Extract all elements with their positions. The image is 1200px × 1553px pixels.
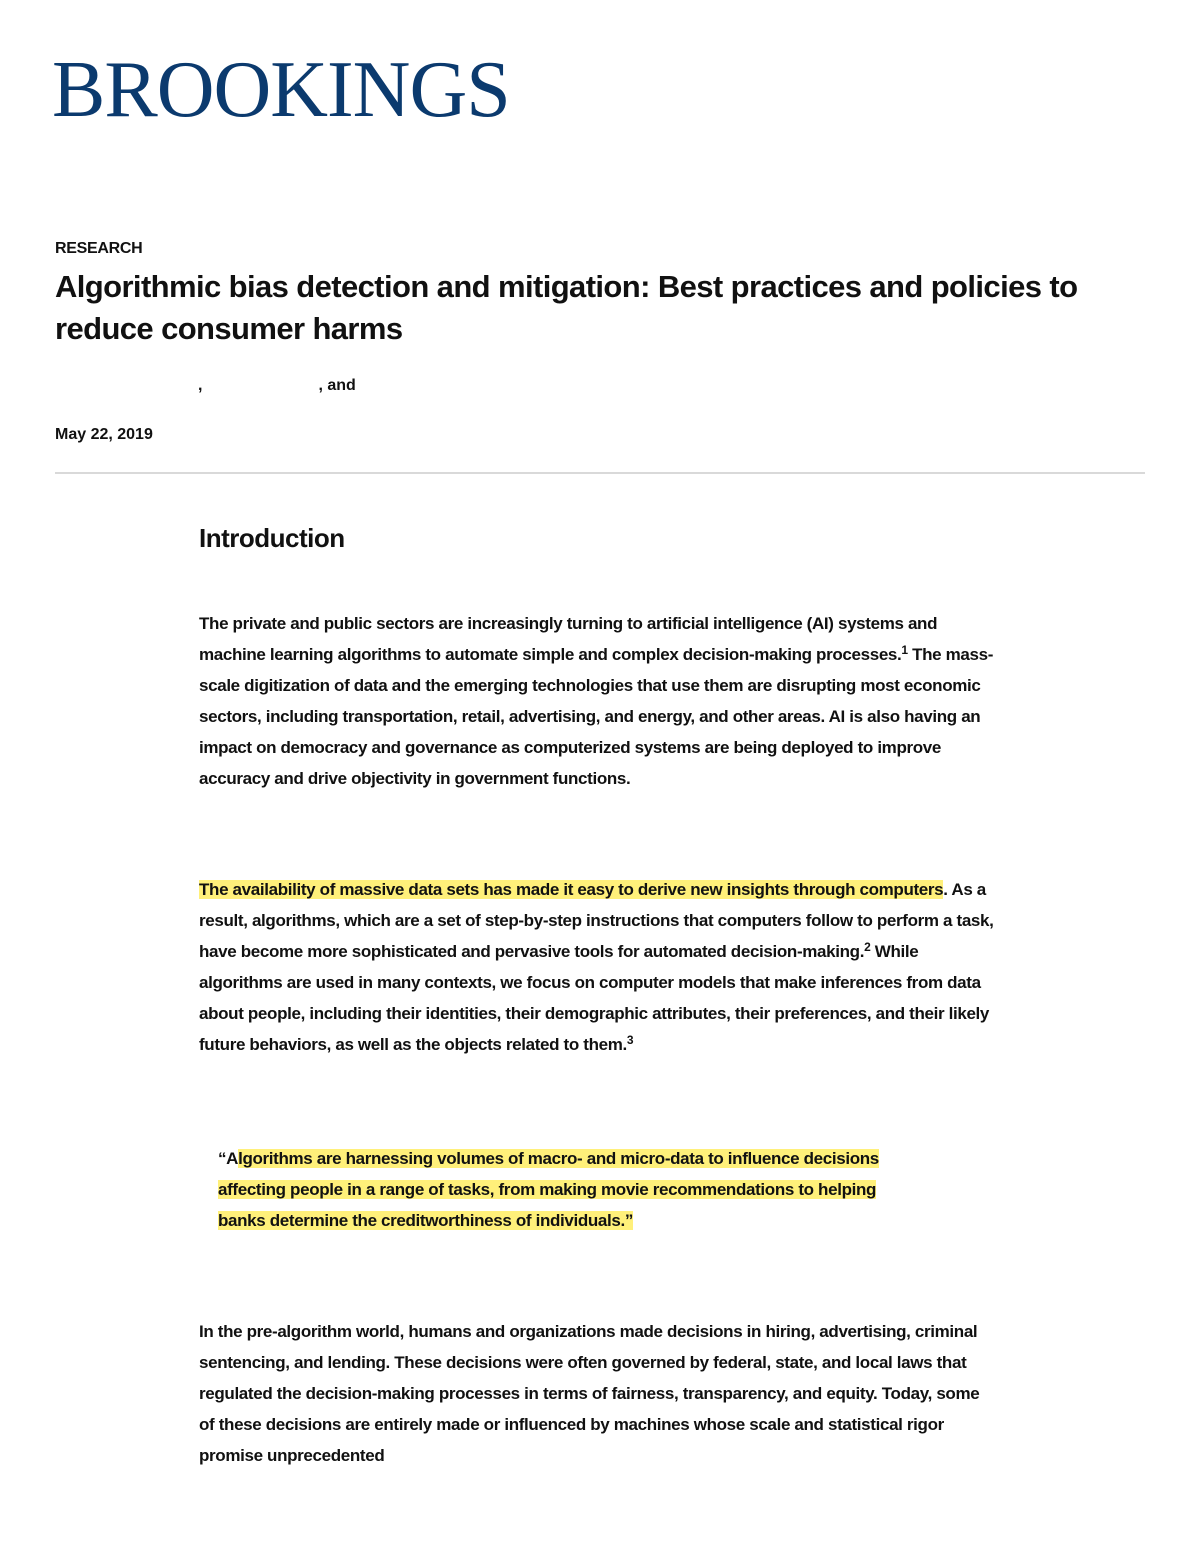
byline-separator-2: , and [318, 377, 356, 394]
pull-quote-close: ” [624, 1211, 634, 1230]
footnote-link-3[interactable]: 3 [626, 1033, 634, 1047]
paragraph-2-text-a: . As a result, algorithms, which are a set of step-by-step instructions that computers follow to perform a task, have become more sophisticated and pervasive tools for automated decision-making. [199, 880, 994, 961]
pull-quote-open: “A [218, 1149, 239, 1168]
paragraph-3: In the pre-algorithm world, humans and organizations made decisions in hiring, advertising, criminal sentencing, and lending. These decisions were often governed by federal, state, and local laws that regulated the decision-making processes in terms of fairness, transparency, and equity. Today, some of these decisions are entirely made or influenced by machines whose scale and statistical rigor promise unprecedented [199, 1322, 980, 1465]
paragraph-2-text-b: While algorithms are used in many contexts, we focus on computer models that make inferences from data about people, including their identities, their demographic attributes, their preferences, and their likely future behaviors, as well as the objects related to them. [199, 942, 990, 1054]
paragraph-2-highlight: The availability of massive data sets has made it easy to derive new insights through computers [199, 880, 944, 899]
byline-separator-1: , [198, 377, 203, 394]
paragraph-1-text-a: The private and public sectors are increasingly turning to artificial intelligence (AI) systems and machine learning algorithms to automate simple and complex decision-making processes. [199, 614, 938, 664]
footnote-link-1[interactable]: 1 [901, 643, 908, 657]
footnote-link-2[interactable]: 2 [864, 940, 871, 954]
pull-quote [218, 1143, 918, 1236]
byline [55, 377, 356, 395]
pull-quote-highlight: lgorithms are harnessing volumes of macro- and micro-data to influence decisions affecting people in a range of tasks, from making movie recommendations to helping banks determine the creditworthiness of individuals. [218, 1149, 879, 1230]
section-heading-introduction: Introduction [199, 523, 345, 553]
paragraph-1-text-b: The mass-scale digitization of data and the emerging technologies that use them are disrupting most economic sectors, including transportation, retail, advertising, and energy, and other areas. AI is also having an impact on democracy and governance as computerized systems are being deployed to improve accuracy and drive objectivity in government functions. [199, 645, 994, 788]
publish-date: May 22, 2019 [55, 426, 153, 443]
header-divider [55, 472, 1145, 474]
paragraph-1 [199, 608, 999, 794]
article-title: Algorithmic bias detection and mitigation: Best practices and policies to reduce consumer harms [55, 269, 1078, 346]
brookings-logo[interactable]: BROOKINGS [52, 46, 510, 134]
article-category: RESEARCH [55, 240, 143, 257]
paragraph-2 [199, 874, 999, 1060]
